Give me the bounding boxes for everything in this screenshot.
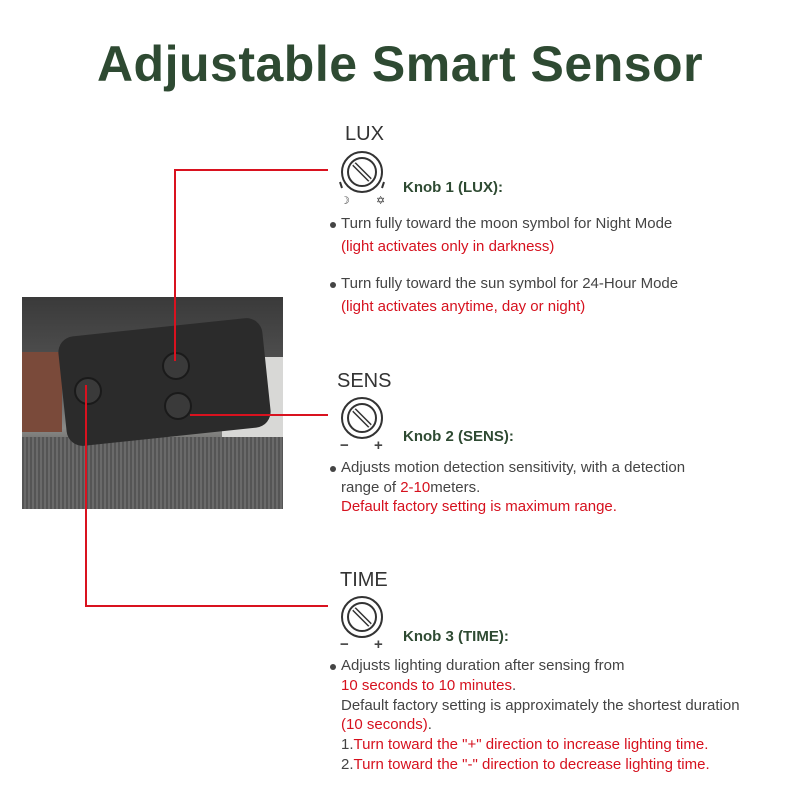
connector-lux-vertical [174, 169, 176, 361]
step-number: 1. [341, 736, 354, 753]
connector-lux-horizontal [174, 169, 328, 171]
minus-symbol: − [340, 636, 349, 653]
lux-bullet-2-note: (light activates anytime, day or night) [341, 298, 586, 315]
lux-bullet-1: Turn fully toward the moon symbol for Night Mode [341, 215, 673, 232]
minus-symbol: − [340, 437, 349, 454]
sens-line-2 [341, 478, 480, 498]
lux-bullet-2: Turn fully toward the sun symbol for 24-Hour Mode [341, 275, 679, 292]
knob-label-time: TIME [340, 569, 388, 591]
photo-knob-time [74, 377, 102, 405]
connector-sens [190, 414, 328, 416]
bullet [330, 664, 336, 670]
sens-line-3: Default factory setting is maximum range. [341, 498, 617, 515]
time-line-1: Adjusts lighting duration after sensing from [341, 657, 625, 674]
duration-range: 10 seconds to 10 minutes [341, 677, 512, 694]
connector-time-horizontal [85, 605, 328, 607]
photo-knob-lux [162, 352, 190, 380]
knob-heading-lux: Knob 1 (LUX): [403, 179, 503, 196]
bullet [330, 282, 336, 288]
bullet [330, 222, 336, 228]
knob-heading-sens: Knob 2 (SENS): [403, 428, 514, 445]
knob-dial-icon [334, 148, 390, 208]
brick-wall [22, 352, 62, 432]
step-text: Turn toward the "+" direction to increase lighting time. [353, 736, 709, 753]
time-line-3: Default factory setting is approximately the shortest duration [341, 697, 740, 714]
sun-icon: ✡ [376, 195, 386, 207]
time-step-2 [341, 755, 710, 775]
time-step-1 [341, 735, 708, 755]
default-duration: (10 seconds) [341, 716, 428, 733]
sens-line-1: Adjusts motion detection sensitivity, with a detection [341, 459, 686, 476]
text: meters. [430, 479, 481, 496]
ground [22, 437, 283, 509]
text: range of [341, 479, 401, 496]
step-number: 2. [341, 756, 354, 773]
plus-symbol: + [374, 437, 383, 454]
photo-knob-sens [164, 392, 192, 420]
time-line-4 [341, 715, 432, 735]
range-value: 2-10 [400, 479, 431, 496]
bullet [330, 466, 336, 472]
sensor-photo [22, 297, 283, 509]
connector-time-vertical [85, 385, 87, 607]
knob-label-lux: LUX [345, 123, 384, 145]
step-text: Turn toward the "-" direction to decrease lighting time. [353, 756, 710, 773]
text: . [427, 716, 432, 733]
time-line-2 [341, 676, 516, 696]
lux-bullet-1-note: (light activates only in darkness) [341, 238, 555, 255]
page-title: Adjustable Smart Sensor [96, 36, 704, 92]
plus-symbol: + [374, 636, 383, 653]
knob-label-sens: SENS [337, 370, 392, 392]
moon-icon: ☽ [340, 195, 350, 207]
text: . [511, 677, 517, 694]
knob-heading-time: Knob 3 (TIME): [403, 628, 509, 645]
